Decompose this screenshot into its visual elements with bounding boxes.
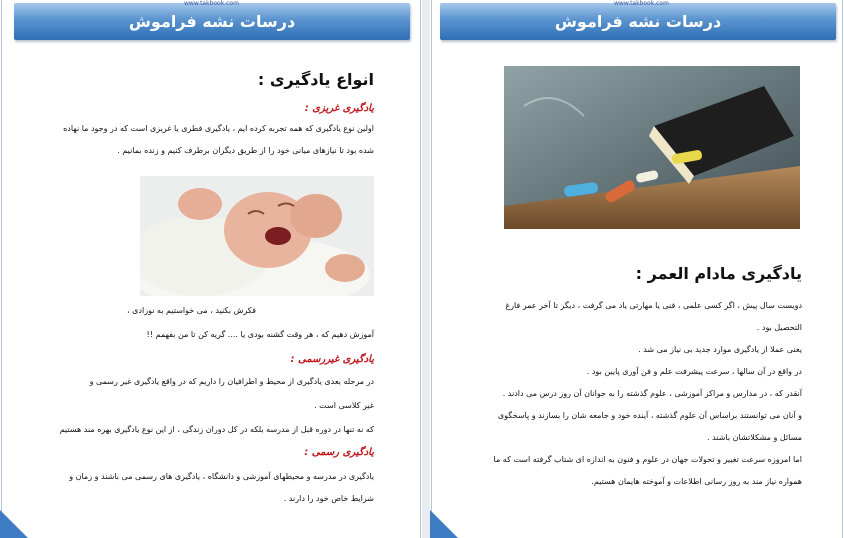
paragraph-line: یادگیری در مدرسه و محیطهای آموزشی و دانشگاه ، یادگیری های رسمی می باشند و زمان و <box>69 472 374 481</box>
left-page-content <box>18 70 374 162</box>
right-page-header <box>440 3 836 40</box>
page-heading: یادگیری مادام العمر : <box>635 264 802 283</box>
section-title-instinctive: یادگیری غریزی : <box>304 103 374 114</box>
caption-line: آموزش دهیم که ، هر وقت گشنه بودی یا .... گریه کن تا من بفهمم !! <box>146 330 374 339</box>
crying-baby-image <box>140 176 374 296</box>
left-page-content-lower <box>18 300 374 510</box>
page-heading: انواع یادگیری : <box>257 70 374 89</box>
paragraph-line: دویست سال پیش ، اگر کسی علمی ، فنی یا مهارتی یاد می گرفت ، دیگر تا آخر عمر فارغ <box>505 301 802 310</box>
paragraph-line: غیر کلاسی است . <box>314 401 374 410</box>
watermark: www.takbook.com <box>614 0 669 7</box>
chalk-illustration <box>504 66 800 229</box>
paragraph-line: مسائل و مشکلاتشان باشند . <box>707 433 802 442</box>
header-title: درسات نشه فراموش <box>554 12 722 31</box>
right-page <box>430 0 844 538</box>
right-page-border-right <box>842 0 843 538</box>
watermark: www.takbook.com <box>184 0 239 7</box>
page-gutter <box>422 0 430 538</box>
paragraph-line: و آنان می توانستند براساس آن علوم گذشته ، آینده خود و جامعه شان را بسازند و پاسخگوی <box>497 411 802 420</box>
paragraph-line: شده بود تا نیازهای میانی خود را از طریق دیگران برطرف کنیم و زنده بمانیم . <box>117 146 374 155</box>
paragraph-line: التحصیل بود . <box>756 323 802 332</box>
paragraph-line: در واقع در آن سالها ، سرعت پیشرفت علم و فن آوری پایین بود . <box>586 367 802 376</box>
section-title-informal: یادگیری غیررسمی : <box>290 354 374 365</box>
right-page-border <box>431 0 432 538</box>
paragraph-line: همواره نیاز مند به روز رسانی اطلاعات و آموخته هایمان هستیم. <box>591 477 802 486</box>
crying-baby-illustration <box>140 176 374 296</box>
page-corner-decoration <box>0 510 28 538</box>
paragraph-line: اولین نوع یادگیری که همه تجربه کرده ایم ، یادگیری فطری یا غریزی است که در وجود ما نهاده <box>63 124 374 133</box>
paragraph-line: در مرحله بعدی یادگیری از محیط و اطرافیان را داریم که در واقع یادگیری غیر رسمی و <box>89 377 374 386</box>
right-page-content <box>446 264 802 493</box>
chalk-board-image <box>504 66 800 229</box>
page-corner-decoration <box>430 510 458 538</box>
section-title-formal: یادگیری رسمی : <box>304 447 374 458</box>
caption-line: فکرش بکنید ، می خواستیم به نوزادی ، <box>127 306 256 315</box>
left-page-header <box>14 3 410 40</box>
paragraph-line: که نه تنها در دوره قبل از مدرسه بلکه در کل دوران زندگی ، از این نوع یادگیری بهره مند هستیم <box>59 425 374 434</box>
left-page-border <box>1 0 2 538</box>
header-title: درسات نشه فراموش <box>128 12 296 31</box>
paragraph-line: یعنی عملا از یادگیری موارد جدید بی نیاز می شد . <box>638 345 802 354</box>
left-page-border-right <box>420 0 421 538</box>
paragraph-line: آنقدر که ، در مدارس و مراکز آموزشی ، علوم گذشته را به جوانان آن روز درس می دادند . <box>502 389 802 398</box>
paragraph-line: شرایط خاص خود را دارند . <box>283 494 374 503</box>
paragraph-line: اما امروزه سرعت تغییر و تحولات جهان در علوم و فنون به اندازه ای شتاب گرفته است که ما <box>493 455 802 464</box>
